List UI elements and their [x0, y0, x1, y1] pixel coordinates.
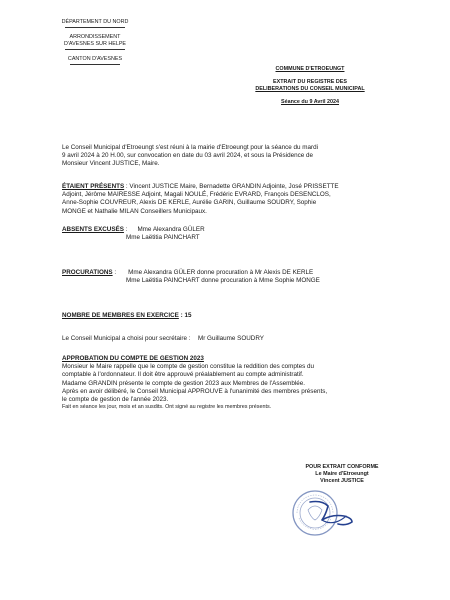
excused-label: ABSENTS EXCUSÉS — [62, 226, 124, 233]
intro-line: Monsieur Vincent JUSTICE, Maire. — [62, 160, 160, 168]
signature-line: POUR EXTRAIT CONFORME — [305, 464, 379, 470]
secretary-name: Mr Guillaume SOUDRY — [197, 335, 264, 342]
intro-line: 9 avril 2024 à 20 H.00, sur convocation en date du 03 avril 2024, et sous la Présidence de — [62, 152, 313, 160]
present-label: ÉTAIENT PRÉSENTS — [62, 183, 125, 190]
intro-paragraph — [62, 144, 398, 169]
proxy-line: Mme Laëtitia PAINCHART donne procuration à Mme Sophie MONGE — [126, 277, 320, 285]
canton: CANTON D'AVESNES — [67, 56, 123, 62]
extract-line2: DELIBERATIONS DU CONSEIL MUNICIPAL — [255, 86, 365, 92]
arrondissement-line2: D'AVESNES SUR HELPE — [63, 41, 127, 47]
members-count — [62, 312, 362, 320]
excused-colon: : — [123, 226, 128, 233]
approval-line: comptable à l'ordonnateur. Il doit être approuvé préalablement au compte administratif. — [62, 371, 304, 379]
divider — [65, 27, 125, 28]
approval-line: le compte de gestion de l'année 2023. — [62, 396, 169, 404]
proxies-label: PROCURATIONS — [62, 269, 113, 276]
department: DÉPARTEMENT DU NORD — [61, 19, 129, 25]
signature-line: Le Maire d'Etroeungt — [315, 471, 369, 477]
approval-line: Madame GRANDIN présente le compte de gestion 2023 aux Membres de l'Assemblée. — [62, 379, 306, 387]
approval-title: APPROBATION DU COMPTE DE GESTION 2023 — [62, 355, 204, 362]
excused-section — [62, 226, 402, 242]
footer-note: Fait en séance les jour, mois et an susdits. Ont signé au registre les membres présents. — [62, 404, 272, 410]
present-line: : Vincent JUSTICE Maire, Bernadette GRANDIN Adjointe, José PRISSETTE — [124, 183, 339, 190]
present-line: MONGE et Nathalie MILAN Conseillers Municipaux. — [62, 207, 207, 215]
arrondissement-line1: ARRONDISSEMENT — [69, 34, 121, 40]
excused-name: Mme Laëtitia PAINCHART — [126, 234, 200, 242]
secretary-line — [62, 335, 392, 343]
present-line: Anne-Sophie COUVREUR, Alexis DE KERLE, Aurélie GARIN, Guillaume SOUDRY, Sophie — [62, 199, 317, 207]
present-paragraph — [62, 183, 402, 216]
secretary-text: Le Conseil Municipal a choisi pour secrétaire : — [62, 335, 191, 342]
divider — [65, 49, 125, 50]
header-left — [40, 19, 150, 65]
members-value: : 15 — [178, 312, 192, 319]
proxies-colon: : — [112, 269, 117, 276]
approval-line: Après en avoir délibéré, le Conseil Municipal APPROUVE à l'unanimité des membres présents, — [62, 387, 328, 395]
intro-line: Le Conseil Municipal d'Etroeungt s'est réuni à la mairie d'Etroeungt pour la séance du mardi — [62, 144, 318, 151]
signature-line: Vincent JUSTICE — [320, 478, 364, 484]
session-date: Séance du 9 Avril 2024 — [280, 99, 340, 105]
header-right — [240, 66, 380, 106]
approval-section — [62, 355, 404, 404]
commune-title: COMMUNE D'ETROEUNGT — [275, 66, 345, 72]
handwritten-signature — [300, 494, 360, 534]
members-label: NOMBRE DE MEMBRES EN EXERCICE — [62, 312, 179, 319]
excused-name: Mme Alexandra GÜLER — [137, 226, 205, 233]
proxy-line: Mme Alexandra GÜLER donne procuration à Mr Alexis DE KERLE — [128, 269, 314, 276]
proxies-section — [62, 269, 412, 285]
approval-line: Monsieur le Maire rappelle que le compte de gestion constitue la reddition des comptes du — [62, 363, 315, 371]
extract-line1: EXTRAIT DU REGISTRE DES — [273, 79, 347, 85]
divider — [70, 64, 120, 65]
signature-block — [282, 464, 402, 485]
present-line: Adjoint, Jérôme MAIRESSE Adjoint, Magali NOULÉ, Frédéric EVRARD, François DESENCLOS, — [62, 191, 331, 199]
